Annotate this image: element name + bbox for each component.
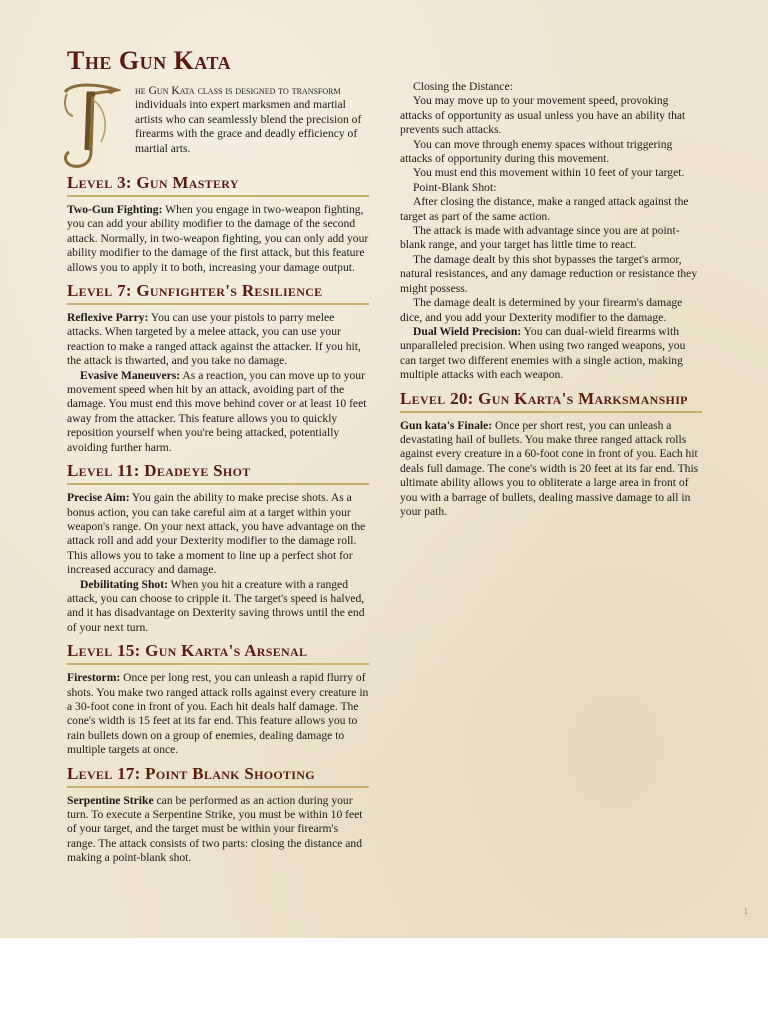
page-number: 1 [743, 906, 748, 916]
feature-firestorm [67, 671, 369, 757]
left-column [67, 46, 369, 866]
heading-level-20: Level 20: Gun Karta's Marksmanship [400, 389, 702, 413]
feature-text: As a reaction, you can move up to your movement speed when hit by an attack, avoiding part of the damage. You must end this move behind cover or at least 10 feet away from the attacker. This feature allows you to quickly reposition yourself when you're being attacked, potentially avoiding further harm. [67, 368, 367, 454]
serpentine-step: After closing the distance, make a ranged attack against the target as part of the same action. [400, 195, 689, 223]
serpentine-step: The attack is made with advantage since you are at point-blank range, and your target has little time to react. [400, 224, 680, 252]
heading-level-7: Level 7: Gunfighter's Resilience [67, 281, 369, 305]
heading-level-11: Level 11: Deadeye Shot [67, 461, 369, 485]
feature-two-gun-fighting [67, 203, 369, 275]
serpentine-step: Closing the Distance: [413, 80, 513, 93]
feature-term: Two-Gun Fighting: [67, 203, 163, 216]
serpentine-step: The damage dealt by this shot bypasses the target's armor, natural resistances, and any damage reduction or resistance they might possess. [400, 252, 698, 295]
intro-body: individuals into expert marksmen and martial artists who can seamlessly blend the precision of firearms with the grace and deadly efficiency of martial arts. [135, 98, 362, 155]
feature-text: You gain the ability to make precise shots. As a bonus action, you can take careful aim at a target within your weapon's range. On your next attack, you have advantage on the attack roll and add your Dexterity modifier to the damage roll. This allows you to take a moment to line up a perfect shot for increased accuracy and damage. [67, 491, 366, 577]
feature-gun-kata-finale [400, 419, 702, 520]
feature-text: can be performed as an action during your turn. To execute a Serpentine Strike, you must be within 10 feet of your target, and the target must be within your firearm's range. The attack consists of two parts: closing the distance and making a point-blank shot. [67, 793, 363, 865]
feature-term: Serpentine Strike [67, 793, 154, 807]
serpentine-step: You must end this movement within 10 feet of your target. [413, 166, 685, 180]
intro-paragraph [135, 84, 369, 156]
serpentine-step: You can move through enemy spaces without triggering attacks of opportunity during this movement. [400, 137, 673, 166]
feature-text: Once per long rest, you can unleash a rapid flurry of shots. You make two ranged attack rolls against every creature in a 30-foot cone in front of you. Each hit deals half damage. The cone's width is 15 feet at its far end. This feature allows you to rain bullets down on a group of enemies, dealing damage to multiple targets at once. [67, 671, 369, 757]
heading-level-15: Level 15: Gun Karta's Arsenal [67, 641, 369, 665]
intro-block [67, 84, 369, 167]
feature-text: When you engage in two-weapon fighting, you can add your ability modifier to the damage of the second attack. Normally, in two-weapon fighting, you can only add your ability modifier to the damage of the first attack, but this feature allows you to apply it to both, increasing your damage output. [67, 203, 369, 274]
feature-term: Reflexive Parry: [67, 311, 149, 325]
feature-debilitating-shot [67, 578, 369, 636]
feature-term: Firestorm: [67, 671, 121, 685]
heading-level-17: Level 17: Point Blank Shooting [67, 764, 369, 788]
right-column [400, 80, 702, 519]
feature-term: Gun kata's Finale: [400, 418, 493, 432]
dropcap-letter-illustration [59, 80, 121, 170]
intro-lead: he Gun Kata class is designed to transform [135, 84, 341, 97]
feature-reflexive-parry [67, 311, 369, 369]
page-title: The Gun Kata [67, 46, 232, 75]
feature-serpentine-strike [67, 794, 369, 866]
feature-dual-wield-precision [400, 325, 702, 383]
serpentine-step: Point-Blank Shot: [413, 180, 497, 194]
serpentine-step: The damage dealt is determined by your firearm's damage dice, and you add your Dexterity modifier to the damage. [400, 296, 683, 324]
feature-text: You can dual-wield firearms with unparalleled precision. When using two ranged weapons, you can target two different enemies with a single action, making multiple attacks with each weapon. [400, 324, 686, 382]
feature-term: Evasive Maneuvers: [80, 368, 181, 382]
feature-text: You can use your pistols to parry melee attacks. When targeted by a melee attack, you can use your reaction to make a ranged attack against the attacker. If you hit, the attack is thwarted, and you take no damage. [67, 311, 361, 368]
feature-text: When you hit a creature with a ranged attack, you can choose to cripple it. The target's speed is halved, and it has disadvantage on Dexterity saving throws until the end of your next turn. [67, 577, 365, 634]
feature-evasive-maneuvers [67, 369, 369, 455]
heading-level-3: Level 3: Gun Mastery [67, 173, 369, 197]
feature-term: Dual Wield Precision: [413, 324, 522, 338]
feature-text: Once per short rest, you can unleash a devastating hail of bullets. You make three ranged attack rolls against every creature in a 60-foot cone in front of you. Each hit deals full damage. The cone's width is 20 feet at its far end. This ultimate ability allows you to obliterate a large area in front of you with a barrage of bullets, dealing massive damage to all in your path. [400, 418, 699, 518]
feature-precise-aim [67, 491, 369, 577]
serpentine-step: You may move up to your movement speed, provoking attacks of opportunity as usual unless you have an ability that prevents such attacks. [400, 94, 686, 137]
feature-term: Debilitating Shot: [80, 577, 168, 591]
feature-term: Precise Aim: [67, 491, 130, 505]
